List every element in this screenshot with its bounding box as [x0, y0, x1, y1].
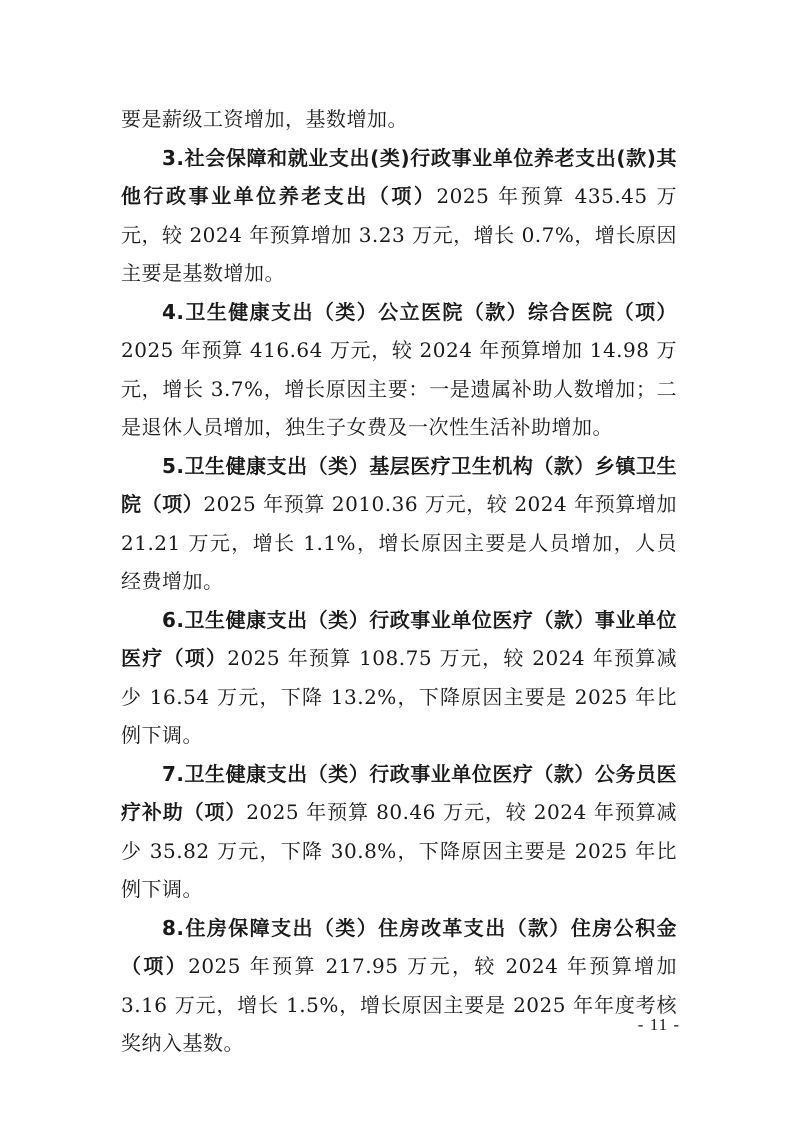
paragraph-2 [121, 139, 677, 293]
paragraph-4-text: 2025 年预算 2010.36 万元，较 2024 年预算增加 21.21 万元，增长 1.1%，增长原因主要是人员增加，人员经费增加。 [121, 492, 677, 593]
paragraph-5 [121, 601, 677, 755]
paragraph-6-text: 2025 年预算 80.46 万元，较 2024 年预算减少 35.82 万元，下降 30.8%，下降原因主要是 2025 年比例下调。 [121, 800, 677, 901]
paragraph-4-lead: 5.卫生健康支出（类）基层医疗卫生机构（款）乡镇卫生院（项） [121, 453, 677, 516]
paragraph-5-lead: 6.卫生健康支出（类）行政事业单位医疗（款）事业单位医疗（项） [121, 607, 677, 670]
paragraph-3-lead: 4.卫生健康支出（类）公立医院（款）综合医院（项） [162, 299, 677, 324]
paragraph-2-text: 2025 年预算 435.45 万元，较 2024 年预算增加 3.23 万元，增长 0.7%，增长原因主要是基数增加。 [121, 184, 678, 285]
paragraph-3 [121, 293, 677, 447]
paragraph-4 [121, 447, 677, 601]
paragraph-5-text: 2025 年预算 108.75 万元，较 2024 年预算减少 16.54 万元，下降 13.2%，下降原因主要是 2025 年比例下调。 [121, 646, 677, 747]
paragraph-2-lead: 3.社会保障和就业支出(类)行政事业单位养老支出(款)其他行政事业单位养老支出（项） [121, 145, 677, 208]
document-body [121, 100, 677, 1063]
paragraph-3-text: 2025 年预算 416.64 万元，较 2024 年预算增加 14.98 万元，增长 3.7%，增长原因主要：一是遗属补助人数增加；二是退休人员增加，独生子女费及一次性生活补助增加。 [121, 338, 677, 439]
paragraph-7-text: 2025 年预算 217.95 万元，较 2024 年预算增加 3.16 万元，增长 1.5%，增长原因主要是 2025 年年度考核奖纳入基数。 [121, 954, 677, 1055]
page-number: - 11 - [637, 1015, 680, 1034]
paragraph-6-lead: 7.卫生健康支出（类）行政事业单位医疗（款）公务员医疗补助（项） [121, 761, 677, 824]
paragraph-6 [121, 755, 677, 909]
paragraph-1-text: 要是薪级工资增加，基数增加。 [121, 107, 408, 131]
paragraph-1 [121, 100, 677, 139]
paragraph-7 [121, 909, 677, 1063]
paragraph-7-lead: 8.住房保障支出（类）住房改革支出（款）住房公积金（项） [121, 915, 677, 978]
